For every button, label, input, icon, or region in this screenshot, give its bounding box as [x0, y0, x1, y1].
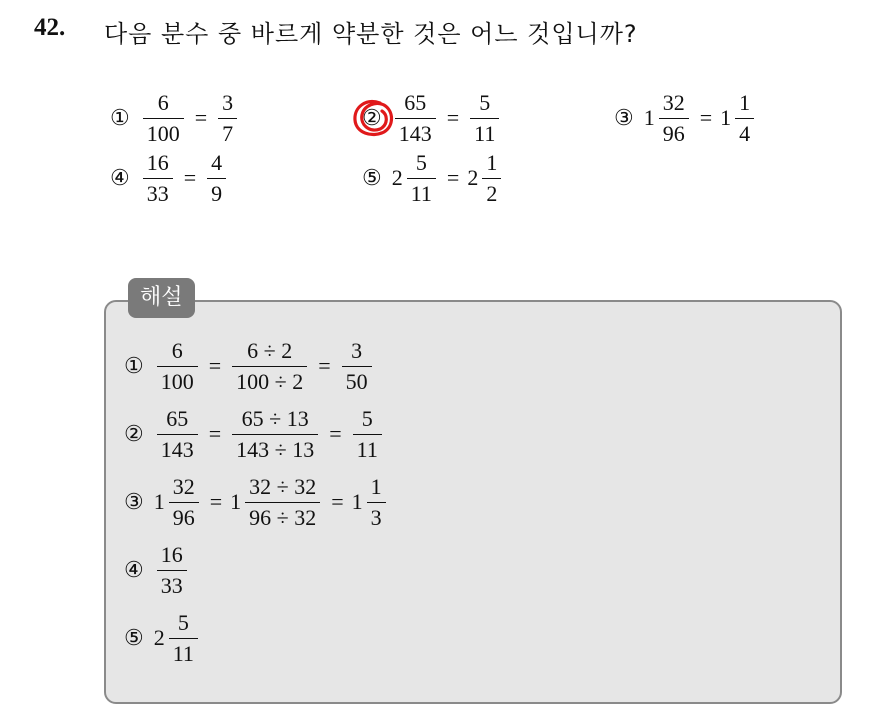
choice-number: ③ — [124, 489, 144, 514]
fraction: $\frac{5}{11}$ — [407, 152, 436, 205]
whole-number: 2 — [391, 165, 403, 190]
fraction: $\frac{32 \div 32}{96 \div 32}$ — [245, 476, 320, 529]
choice-2[interactable] — [362, 88, 502, 148]
choice-number: ⑤ — [124, 625, 144, 650]
fraction: $\frac{1}{3}$ — [367, 476, 386, 529]
fraction: $\frac{5}{11}$ — [353, 408, 382, 461]
fraction: $\frac{65}{143}$ — [395, 92, 436, 145]
equals-sign: = — [446, 105, 460, 130]
fraction: $\frac{5}{11}$ — [470, 92, 499, 145]
question-number: 42. — [34, 14, 66, 41]
fraction: $\frac{65 \div 13}{143 \div 13}$ — [232, 408, 318, 461]
solution-row-5 — [124, 606, 201, 670]
choice-number: ② — [124, 421, 144, 446]
fraction: $\frac{65}{143}$ — [157, 408, 198, 461]
whole-number: 1 — [720, 105, 732, 130]
fraction: $\frac{6 \div 2}{100 \div 2}$ — [232, 340, 307, 393]
equals-sign: = — [331, 489, 344, 514]
choice-number: ③ — [614, 105, 634, 130]
equals-sign: = — [329, 421, 342, 446]
choice-number: ⑤ — [362, 165, 382, 190]
equals-sign: = — [699, 105, 713, 130]
question-text: 다음 분수 중 바르게 약분한 것은 어느 것입니까? — [104, 20, 638, 48]
fraction: $\frac{4}{9}$ — [207, 152, 226, 205]
fraction: $\frac{32}{96}$ — [169, 476, 199, 529]
equals-sign: = — [208, 421, 222, 446]
choice-number: ④ — [124, 557, 144, 582]
choice-number: ② — [362, 105, 382, 130]
whole-number: 1 — [230, 489, 242, 514]
solution-row-2 — [124, 402, 385, 466]
fraction: $\frac{5}{11}$ — [169, 612, 198, 665]
whole-number: 1 — [351, 489, 363, 514]
fraction: $\frac{32}{96}$ — [659, 92, 689, 145]
solution-row-1 — [124, 334, 375, 398]
choice-number: ① — [124, 353, 144, 378]
whole-number: 2 — [153, 625, 165, 650]
fraction: $\frac{16}{33}$ — [157, 544, 187, 597]
choice-4[interactable] — [110, 148, 229, 208]
equals-sign: = — [208, 353, 222, 378]
fraction: $\frac{1}{4}$ — [735, 92, 754, 145]
choice-5[interactable] — [362, 148, 504, 208]
equals-sign: = — [209, 489, 223, 514]
equals-sign: = — [318, 353, 331, 378]
choice-number: ④ — [110, 165, 130, 190]
whole-number: 1 — [643, 105, 655, 130]
whole-number: 2 — [467, 165, 479, 190]
fraction: $\frac{6}{100}$ — [143, 92, 184, 145]
explanation-title: 해설 — [128, 278, 195, 318]
equals-sign: = — [194, 105, 208, 130]
choice-3[interactable] — [614, 88, 757, 148]
fraction: $\frac{16}{33}$ — [143, 152, 173, 205]
choice-number: ① — [110, 105, 130, 130]
equals-sign: = — [183, 165, 197, 190]
solution-row-4 — [124, 538, 190, 602]
solution-row-3 — [124, 470, 389, 534]
choice-1[interactable] — [110, 88, 240, 148]
whole-number: 1 — [153, 489, 165, 514]
fraction: $\frac{1}{2}$ — [482, 152, 501, 205]
fraction: $\frac{3}{7}$ — [218, 92, 237, 145]
equals-sign: = — [446, 165, 460, 190]
fraction: $\frac{3}{50}$ — [342, 340, 372, 393]
fraction: $\frac{6}{100}$ — [157, 340, 198, 393]
